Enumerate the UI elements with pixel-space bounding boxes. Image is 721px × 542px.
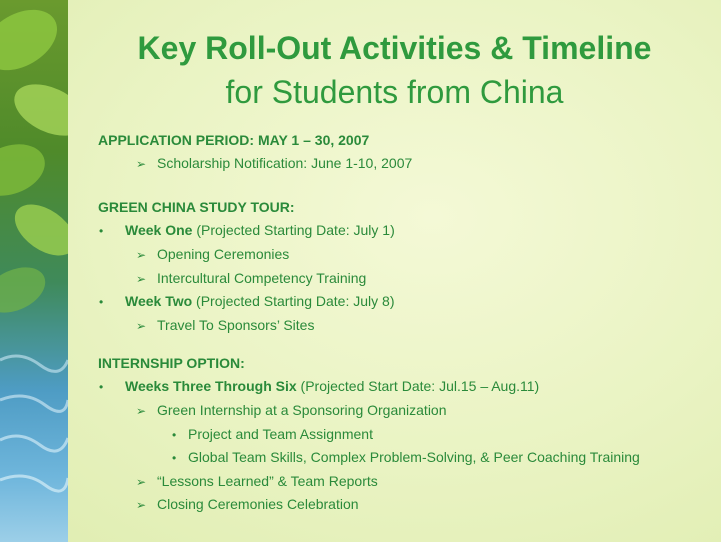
internship-heading: INTERNSHIP OPTION: <box>98 355 245 371</box>
arrow-bullet-icon: ➢ <box>136 404 147 418</box>
week-two-line <box>125 293 394 309</box>
study-tour-heading: GREEN CHINA STUDY TOUR: <box>98 199 295 215</box>
application-heading: APPLICATION PERIOD: MAY 1 – 30, 2007 <box>98 132 370 148</box>
bullet-icon: • <box>172 428 177 442</box>
decorative-leaf-water-strip <box>0 0 68 542</box>
bullet-icon: • <box>99 224 104 238</box>
closing-ceremonies: Closing Ceremonies Celebration <box>157 496 359 512</box>
lessons-learned: “Lessons Learned” & Team Reports <box>157 473 378 489</box>
green-internship: Green Internship at a Sponsoring Organization <box>157 402 447 418</box>
bullet-icon: • <box>172 451 177 465</box>
weeks-three-six-label: Weeks Three Through Six <box>125 378 297 394</box>
project-team-assignment: Project and Team Assignment <box>188 426 373 442</box>
arrow-bullet-icon: ➢ <box>136 319 147 333</box>
arrow-bullet-icon: ➢ <box>136 248 147 262</box>
slide-subtitle: for Students from China <box>225 74 564 110</box>
global-team-skills: Global Team Skills, Complex Problem-Solving, & Peer Coaching Training <box>188 449 640 465</box>
weeks-three-six-date: (Projected Start Date: Jul.15 – Aug.11) <box>296 378 540 394</box>
opening-ceremonies: Opening Ceremonies <box>157 246 290 262</box>
week-one-label: Week One <box>125 222 193 238</box>
leaf-illustration <box>0 0 68 542</box>
bullet-icon: • <box>99 380 104 394</box>
arrow-bullet-icon: ➢ <box>136 498 147 512</box>
weeks-three-six-line <box>125 378 539 394</box>
week-two-date: (Projected Starting Date: July 8) <box>192 293 395 309</box>
week-one-date: (Projected Starting Date: July 1) <box>192 222 395 238</box>
week-two-label: Week Two <box>125 293 193 309</box>
bullet-icon: • <box>99 295 104 309</box>
arrow-bullet-icon: ➢ <box>136 272 147 286</box>
travel-to-sponsors: Travel To Sponsors’ Sites <box>157 317 315 333</box>
intercultural-training: Intercultural Competency Training <box>157 270 367 286</box>
arrow-bullet-icon: ➢ <box>136 157 147 171</box>
week-one-line <box>125 222 395 238</box>
arrow-bullet-icon: ➢ <box>136 475 147 489</box>
slide-title: Key Roll-Out Activities & Timeline <box>137 30 652 66</box>
scholarship-notification: Scholarship Notification: June 1-10, 2007 <box>157 155 413 171</box>
